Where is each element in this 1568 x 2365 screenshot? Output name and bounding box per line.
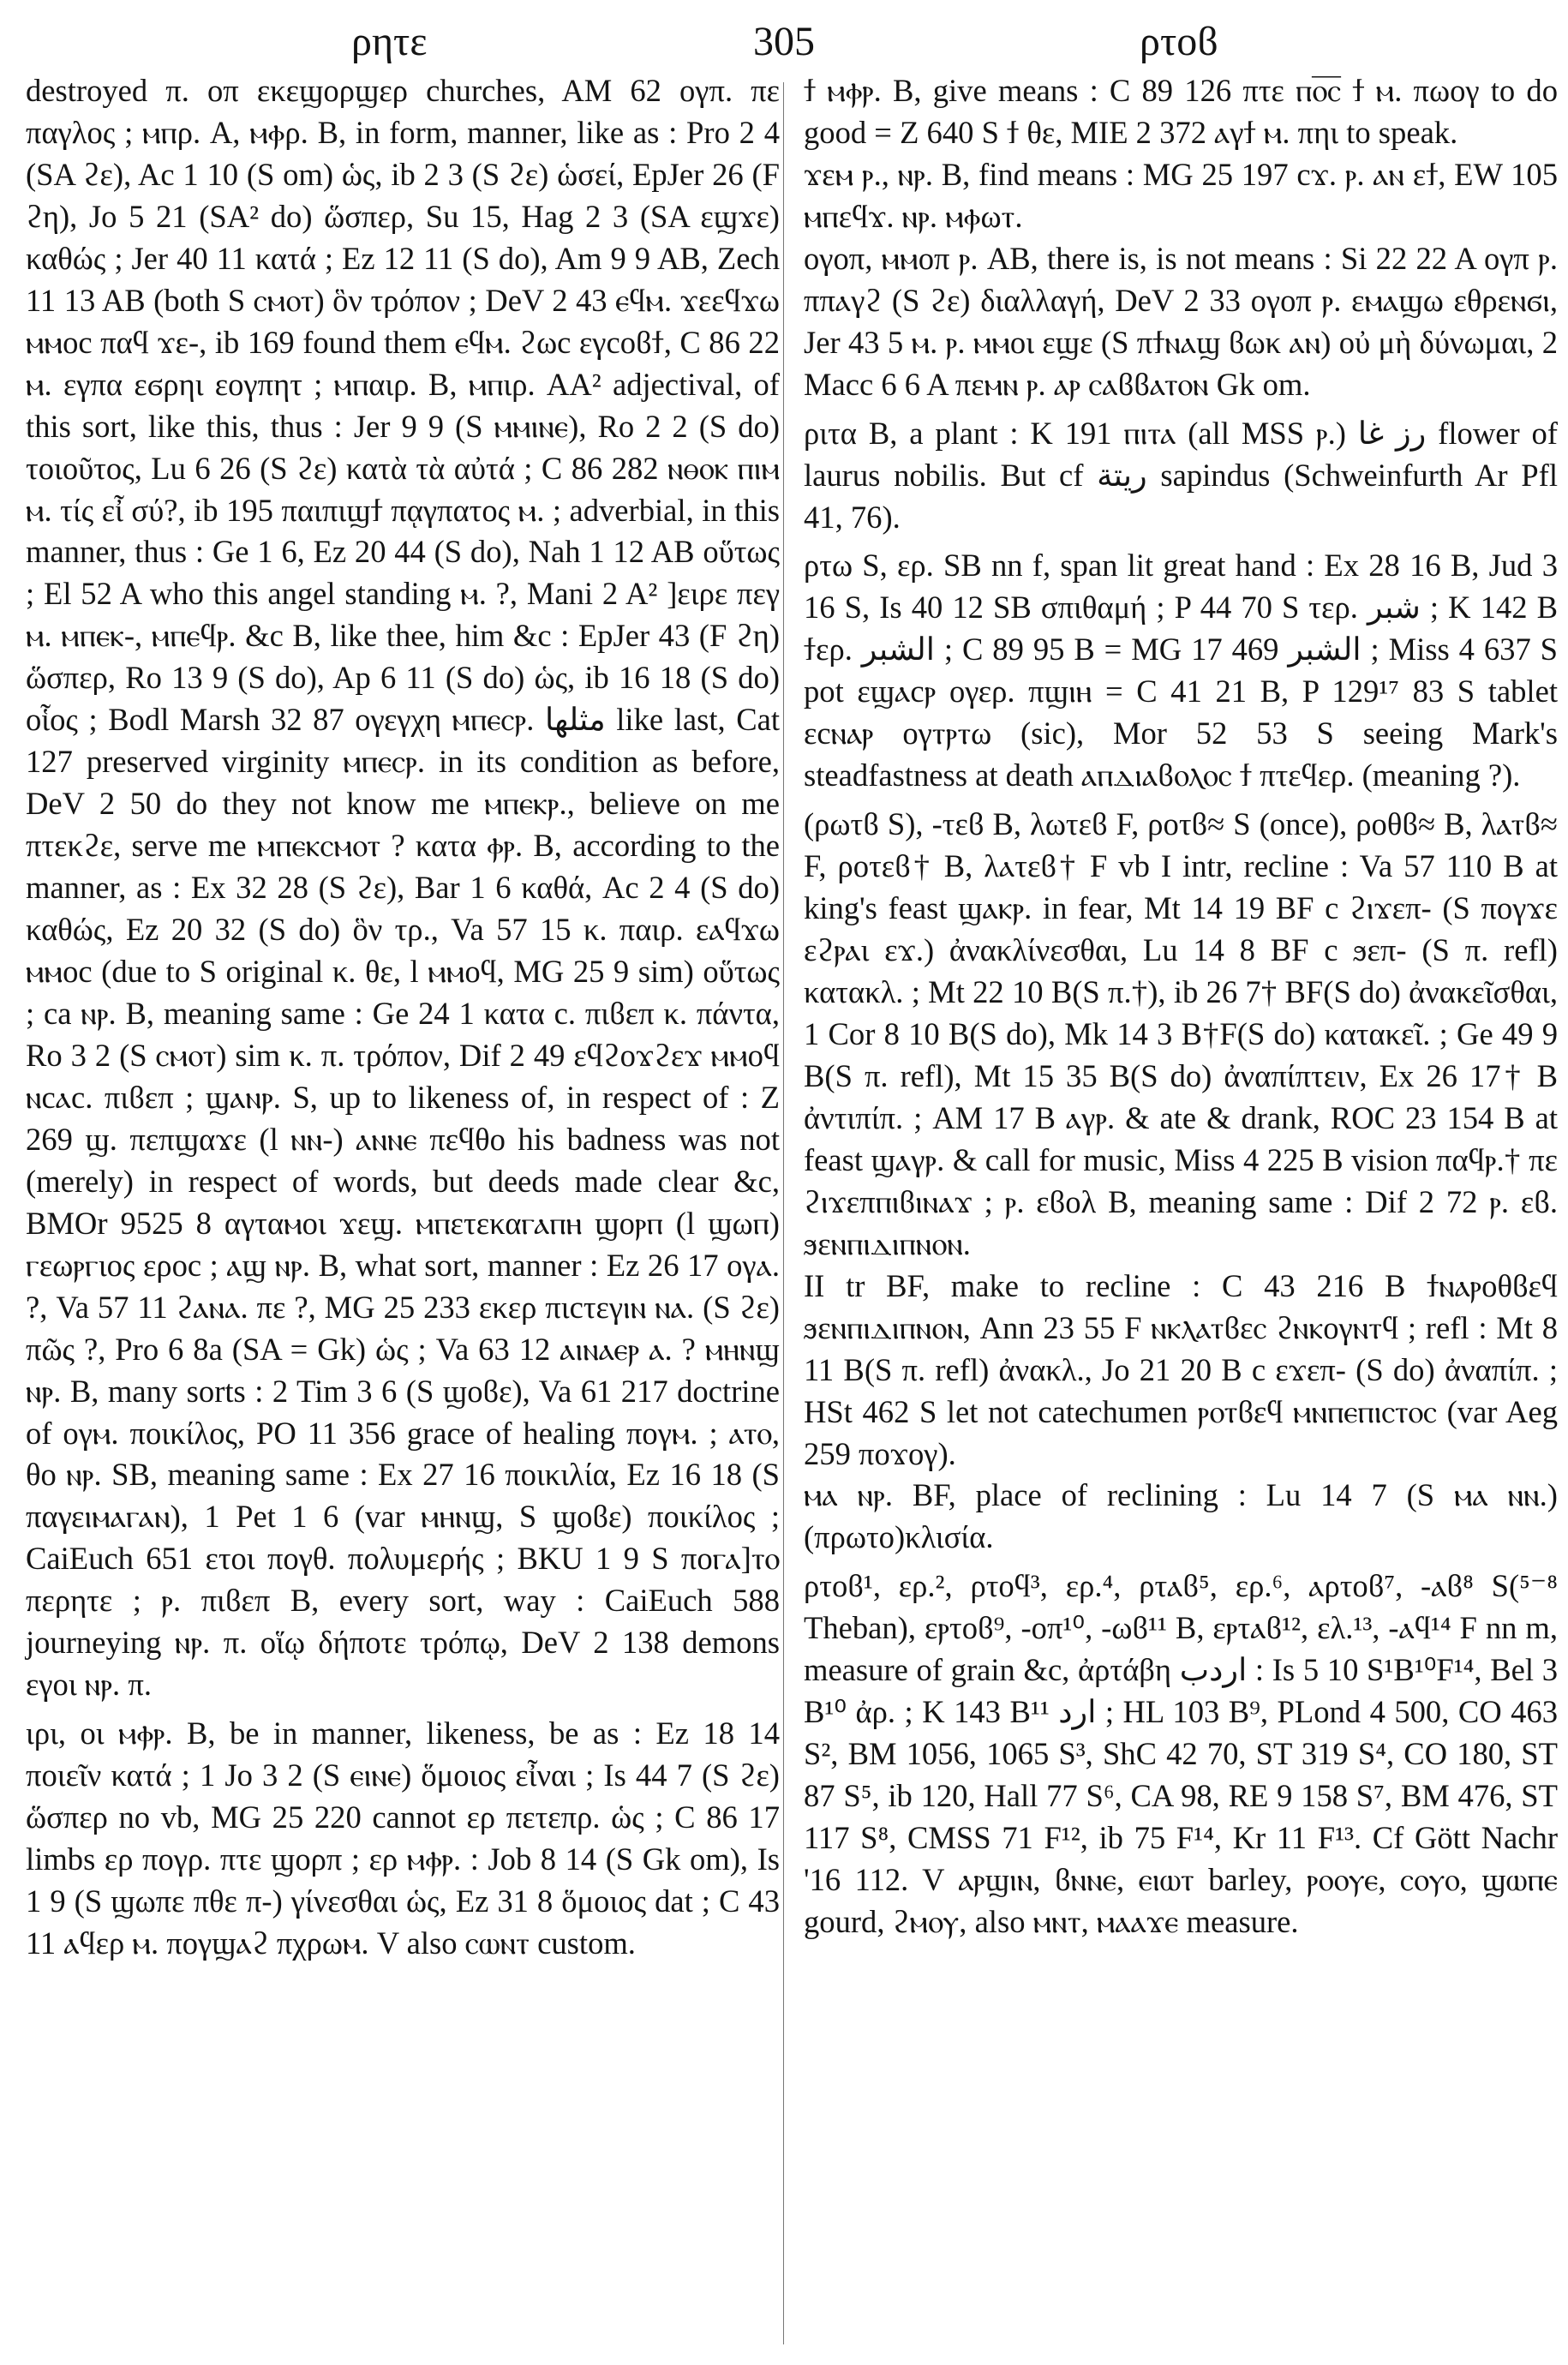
- page-header: [26, 12, 1542, 72]
- entry-paragraph: ρτοϐ¹, ερ.², ρτοϥ³, ερ.⁴, ρτⲁϐ⁵, ερ.⁶, ⲁρτοϐ⁷, -ⲁϐ⁸ S(⁵⁻⁸ Theban), εⲣτοϐ⁹, -οπ¹⁰, -ωϐ¹¹ B, εⲣτⲁϐ¹², ελ.¹³, -ⲁϥ¹⁴ F nn m, measure of grain &c, ἀρτάβη اردب : Is 5 10 S¹B¹⁰F¹⁴, Bel 3 B¹⁰ ἀρ. ; K 143 B¹¹ ارد ; HL 103 B⁹, PLond 4 500, CO 463 S², BM 1056, 1065 S³, ShC 42 70, ST 319 S⁴, CO 180, ST 87 S⁵, ib 120, Hall 77 S⁶, CA 98, RE 9 158 S⁷, BM 476, ST 117 S⁸, CMSS 71 F¹², ib 75 F¹⁴, Kr 11 F¹³. Cf Gött Nachr '16 112. V ⲁⲣϣⲓⲛ, ϐⲛⲛⲉ, ⲉⲓⲱⲧ barley, ⲣⲟⲟⲩⲉ, ⲥⲟⲩⲟ, ϣⲱⲡⲉ gourd, ϩⲙⲟⲩ, also ⲙⲛⲧ, ⲙⲁⲁϫⲉ measure.: [804, 1568, 1558, 1939]
- entry-paragraph: ϫεⲙ ⲣ., ⲛⲣ. B, find means : MG 25 197 cϫ. ⲣ. ⲁⲛ εϯ, EW 105 ⲙⲡεϥϫ. ⲛⲣ. ⲙⲫωⲧ.: [804, 156, 1558, 234]
- entry-paragraph: ογοπ, ⲙⲙοπ ⲣ. AB, there is, is not means : Si 22 22 A ογπ ⲣ. ππⲁγϩ (S ϩε) διαλλαγή, DeV 2 33 ογοπ ⲣ. εⲙⲁϣω εθρεⲛϭⲓ, Jer 43 5 ⲙ. ⲣ. ⲙⲙοι εϣε (S πϯⲛⲁϣ ϐωκ ⲁⲛ) οὐ μὴ δύνωμαι, 2 Macc 6 6 A πεⲙⲛ ⲣ. ⲁⲣ ⲥⲁϐϐⲁⲧⲟⲛ Gk om.: [804, 240, 1558, 402]
- column-divider: [783, 82, 784, 2344]
- left-column: [26, 70, 780, 1965]
- entry-paragraph: (ρωτϐ S), -τεϐ B, λωτεϐ F, ροτϐ≈ S (once), ροθϐ≈ B, λⲁⲧϐ≈ F, ροτεϐ† B, λⲁτεϐ† F vb I intr, recline : Va 57 110 B at king's feast ϣⲁⲕⲣ. in fear, Mt 14 19 BF c ϩⲓϫεπ- (S πογϫε εϩⲣⲁι εϫ.) ἀνακλίνεσθαι, Lu 14 8 BF c ϧεπ- (S π. refl) κατακλ. ; Mt 22 10 B(S π.†), ib 26 7† BF(S do) ἀνακεῖσθαι, 1 Cor 8 10 B(S do), Mk 14 3 B†F(S do) κατακεῖ. ; Ge 49 9 B(S π. refl), Mt 15 35 B(S do) ἀναπίπτειν, Ex 26 17† B ἀντιπίπ. ; AM 17 B ⲁγⲣ. & ate & drank, ROC 23 154 B at feast ϣⲁγⲣ. & call for music, Miss 4 225 B vision παϥⲣ.† πε ϩⲓϫεπⲡⲓϐⲓⲛⲁϫ ; ⲣ. εϐολ B, meaning same : Dif 2 72 ⲣ. εϐ. ϧεⲛⲡⲓⲇⲓⲡⲛⲟⲛ.: [804, 806, 1558, 1261]
- entry-separator: [26, 1706, 780, 1713]
- entry-paragraph: destroyed π. οπ εκεϣορϣερ churches, AM 62 ογπ. πε παγλος ; ⲙⲡρ. A, ⲙⲫρ. B, in form, manner, like as : Pro 2 4 (SA ϩε), Ac 1 10 (S om) ὡς, ib 2 3 (S ϩε) ὡσεί, EpJer 26 (F ϩη), Jo 5 21 (SA² do) ὥσπερ, Su 15, Hag 2 3 (SA εϣϫε) καθώς ; Jer 40 11 κατά ; Ez 12 11 (S do), Am 9 9 AB, Zech 11 13 AB (both S ⲥⲙⲟⲧ) ὃν τρόπον ; DeV 2 43 ⲉϥⲙ. ϫεεϥϫω ⲙⲙοc παϥ ϫε-, ib 169 found them ⲉϥⲙ. ϩωc εγcοϐϯ, C 86 22 ⲙ. εγπα εϭρηι εογπητ ; ⲙⲡαιρ. B, ⲙⲡιρ. AA² adjectival, of this sort, like this, thus : Jer 9 9 (S ⲙⲙⲓⲛⲉ), Ro 2 2 (S do) τοιοῦτος, Lu 6 26 (S ϩε) κατὰ τὰ αὐτά ; C 86 282 ⲛⲑⲟⲕ ⲡⲓⲙ ⲙ. τίς εἶ σύ?, ib 195 παιπιϣϯ πᾳγπατος ⲙ. ; adverbial, in this manner, thus : Ge 1 6, Ez 20 44 (S do), Nah 1 12 AB οὕτως ; El 52 A who this angel standing ⲙ. ?, Mani 2 A² ]ειρε πεγ ⲙ. ⲙⲡⲉⲕ-, ⲙⲡⲉϥⲣ. &c B, like thee, him &c : EpJer 43 (F ϩη) ὥσπερ, Ro 13 9 (S do), Ap 6 11 (S do) ὡς, ib 16 18 (S do) οἷος ; Bodl Marsh 32 87 ογεγχη ⲙⲡⲉⲥⲣ. مثلها like last, Cat 127 preserved virginity ⲙⲡⲉⲥⲣ. in its condition as before, DeV 2 50 do they not know me ⲙⲡⲉⲕⲣ., believe on me πτεκϩε, serve me ⲙⲡⲉⲕⲥⲙⲟⲧ ? κατα ⲫⲣ. B, according to the manner, as : Ex 32 28 (S ϩε), Bar 1 6 καθά, Ac 2 4 (S do) καθώς, Ez 20 32 (S do) ὃν τρ., Va 57 15 κ. παιρ. εⲁϥϫω ⲙⲙοc (due to S original κ. θε, l ⲙⲙοϥ, MG 25 9 sim) οὕτως ; ca ⲛⲣ. B, meaning same : Ge 24 1 κατα c. πιϐεπ κ. πάντα, Ro 3 2 (S ⲥⲙⲟⲧ) sim κ. π. τρόπον, Dif 2 49 εϥϩοϫϩεϫ ⲙⲙοϥ ⲛcⲁc. πιϐεπ ; ϣⲁⲛⲣ. S, up to likeness of, in respect of : Z 269 ϣ. πεπϣαϫε (l ⲛⲛ-) ⲁⲛⲛⲉ πεϥθο his badness was not (merely) in respect of words, but deeds made clear &c, BMOr 9525 8 αγταⲙοι ϫεϣ. ⲙⲡετεκαⲅⲁⲡⲏ ϣοⲣⲡ (l ϣωⲡ) ⲅεωⲣⲅιος εροc ; ⲁϣ ⲛⲣ. B, what sort, manner : Ez 26 17 ογⲁ. ?, Va 57 11 ϩⲁⲛⲁ. πε ?, MG 25 233 εκερ πιcτεγⲓⲛ ⲛⲁ. (S ϩε) πῶς ?, Pro 6 8a (SA = Gk) ὡς ; Va 63 12 ⲁⲓⲛⲁⲉⲣ ⲁ. ? ⲙⲏⲛϣ ⲛⲣ. B, many sorts : 2 Tim 3 6 (S ϣοϐε), Va 61 217 doctrine of ογⲙ. ποικίλος, PO 11 356 grace of healing πογⲙ. ; ⲁⲧⲟ, θο ⲛⲣ. SB, meaning same : Ex 27 16 ποικιλία, Ez 16 18 (S παγεⲓⲙⲁⲅⲁⲛ), 1 Pet 1 6 (var ⲙⲏⲛϣ, S ϣοϐε) ποικίλος ; CaiEuch 651 ετοι πογθ. πολυμερής ; BKU 1 9 S ποⲅⲁ]ⲧⲟ περητε ; ⲣ. πιϐεπ B, every sort, way : CaiEuch 588 journeying ⲛⲣ. π. οἵῳ δήποτε τρόπῳ, DeV 2 138 demons εγοι ⲛⲣ. π.: [26, 73, 780, 1703]
- entry-paragraph: ριτα B, a plant : K 191 ⲡⲓⲧⲁ (all MSS ⲣ.) رز غا flower of laurus nobilis. But cf ريتة sapindus (Schweinfurth Ar Pfl 41, 76).: [804, 415, 1558, 535]
- entry-separator: [804, 406, 1558, 413]
- entry-separator: [804, 1559, 1558, 1566]
- left-running-head: ρητε: [351, 19, 428, 64]
- right-column: [804, 70, 1558, 1943]
- entry-paragraph: ϯ ⲙⲫⲣ. B, give means : C 89 126 πτε ⲡⲟ̅ⲥ̅ ϯ ⲙ. πωογ to do good = Z 640 S ϯ θε, MIE 2 372 ⲁγϯ ⲙ. πηι to speak.: [804, 73, 1558, 150]
- page-number: 305: [753, 19, 815, 64]
- entry-paragraph: ⲙⲁ ⲛⲣ. BF, place of reclining : Lu 14 7 (S ⲙⲁ ⲛⲛ.) (πρωτο)κλισία.: [804, 1477, 1558, 1555]
- right-running-head: ρτοϐ: [1140, 19, 1218, 64]
- entry-paragraph: II tr BF, make to recline : C 43 216 B ϯⲛⲁⲣοθϐεϥ ϧεⲛⲡⲓⲇⲓⲡⲛⲟⲛ, Ann 23 55 F ⲛⲕⲗⲁⲧϐεⲥ ϩⲛⲕογⲛⲧϥ ; refl : Mt 8 11 B(S π. refl) ἀνακλ., Jo 21 20 B c εϫεπ- (S do) ἀναπίπ. ; HSt 462 S let not catechumen ⲣⲟⲧϐεϥ ⲙⲛⲡⲉⲡⲓⲥⲧⲟⲥ (var Aeg 259 ποϫογ).: [804, 1267, 1558, 1471]
- entry-separator: [804, 538, 1558, 545]
- entry-paragraph: ιρι, οι ⲙⲫⲣ. B, be in manner, likeness, be as : Ez 18 14 ποιεῖν κατά ; 1 Jo 3 2 (S ⲉⲓⲛⲉ) ὅμοιος εἶναι ; Is 44 7 (S ϩε) ὥσπερ no vb, MG 25 220 cannot ερ πετεπρ. ὡς ; C 86 17 limbs ερ πογρ. πτε ϣορπ ; ερ ⲙⲫⲣ. : Job 8 14 (S Gk om), Is 1 9 (S ϣωπε πθε π-) γίνεσθαι ὡς, Ez 31 8 ὅμοιος dat ; C 43 11 ⲁϥερ ⲙ. πογϣⲁϩ πχρωⲙ. V also ⲥⲱⲛⲧ custom.: [26, 1715, 780, 1961]
- entry-separator: [804, 797, 1558, 804]
- entry-paragraph: ρτω S, ερ. SB nn f, span lit great hand : Ex 28 16 B, Jud 3 16 S, Is 40 12 SB σπιθαμή ; P 44 70 S τερ. شبر ; K 142 B ϯερ. الشبر ; C 89 95 B = MG 17 469 الشبر ; Miss 4 637 S pot εϣⲁcⲣ ογερ. πϣⲓⲏ = C 41 21 B, P 129¹⁷ 83 S tablet εcⲛⲁⲣ ογⲧⲣⲧω (sic), Mor 52 53 S seeing Mark's steadfastness at death ⲁⲡⲇⲓⲁϐⲟⲗⲟⲥ ϯ πτεϥερ. (meaning ?).: [804, 548, 1559, 793]
